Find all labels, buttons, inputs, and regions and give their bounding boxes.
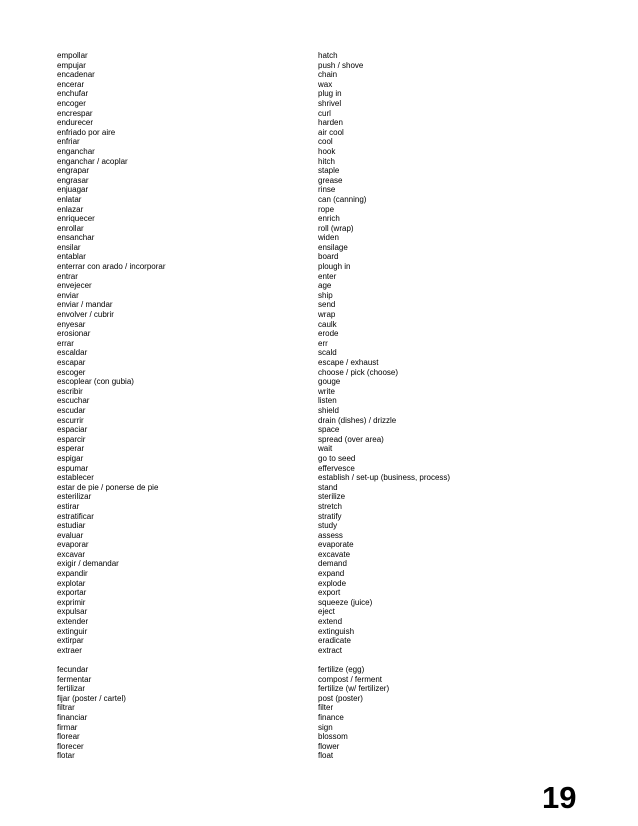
english-word: enrich (318, 214, 340, 224)
english-word: eradicate (318, 636, 351, 646)
english-word: wax (318, 79, 333, 89)
spanish-word: empollar (57, 51, 88, 60)
spanish-word: exprimir (57, 597, 86, 607)
spanish-word: estar de pie / ponerse de pie (57, 482, 159, 492)
spanish-word: fecundar (57, 665, 89, 674)
spanish-word: escoger (57, 367, 86, 377)
spanish-word: enriquecer (57, 214, 95, 224)
english-word: hitch (318, 156, 335, 166)
english-word: enter (318, 271, 337, 281)
english-word: filter (318, 703, 334, 713)
section-gap (57, 655, 166, 665)
english-word: roll (wrap) (318, 223, 354, 233)
english-word: flower (318, 741, 340, 751)
page-number: 19 (542, 780, 577, 815)
spanish-word: enlazar (57, 204, 84, 214)
spanish-word: endurecer (57, 118, 94, 128)
english-word: fertilize (w/ fertilizer) (318, 684, 390, 694)
spanish-word: enterrar con arado / incorporar (57, 262, 166, 272)
english-word: erode (318, 329, 339, 339)
spanish-word: extinguir (57, 626, 88, 636)
spanish-word: expulsar (57, 607, 88, 617)
english-word: compost / ferment (318, 674, 383, 684)
english-word: demand (318, 559, 347, 569)
english-word: plug in (318, 89, 342, 99)
english-word: caulk (318, 319, 337, 329)
spanish-word: estirar (57, 501, 80, 511)
spanish-word: evaluar (57, 530, 84, 540)
english-word: shrivel (318, 98, 342, 108)
english-word: go to seed (318, 453, 356, 463)
english-word: post (poster) (318, 693, 363, 703)
spanish-word: encrespar (57, 108, 93, 118)
english-word: wait (318, 444, 333, 454)
english-word: sign (318, 722, 333, 732)
english-word: err (318, 338, 328, 348)
spanish-word: enchufar (57, 89, 89, 99)
spanish-word: escoplear (con gubia) (57, 377, 134, 387)
spanish-word: enfriado por aire (57, 127, 116, 137)
spanish-word: encoger (57, 98, 86, 108)
spanish-word: enganchar / acoplar (57, 156, 128, 166)
spanish-word: enyesar (57, 319, 86, 329)
spanish-word: enviar (57, 290, 79, 300)
english-word: extinguish (318, 626, 355, 636)
spanish-word: estudiar (57, 521, 86, 531)
spanish-word: ensanchar (57, 233, 95, 243)
spanish-word: esterilizar (57, 492, 92, 502)
spanish-word: enviar / mandar (57, 300, 113, 310)
spanish-word: enlatar (57, 194, 82, 204)
english-word: escape / exhaust (318, 358, 379, 367)
english-word: wrap (318, 310, 336, 320)
spanish-word: exportar (57, 588, 87, 598)
spanish-word: encadenar (57, 70, 95, 80)
spanish-word: exigir / demandar (57, 559, 119, 569)
spanish-word: ensilar (57, 242, 81, 252)
spanish-word: filtrar (57, 703, 75, 713)
english-word: shield (318, 405, 339, 415)
english-word: excavate (318, 549, 351, 559)
spanish-word: envolver / cubrir (57, 310, 114, 320)
english-word: blossom (318, 732, 348, 742)
english-word: choose / pick (choose) (318, 367, 399, 377)
english-word: fertilize (egg) (318, 665, 365, 674)
english-word: expand (318, 569, 345, 579)
spanish-word: encerar (57, 79, 85, 89)
english-word: extract (318, 645, 343, 655)
english-word: rinse (318, 185, 336, 195)
spanish-word: expandir (57, 569, 88, 579)
english-word: ensilage (318, 242, 348, 252)
spanish-word: enjuagar (57, 185, 89, 195)
spanish-word: esperar (57, 444, 85, 454)
spanish-word-list (57, 51, 166, 761)
english-word: push / shove (318, 60, 364, 70)
spanish-word: erosionar (57, 329, 91, 339)
spanish-word: establecer (57, 473, 94, 483)
english-word: board (318, 252, 339, 262)
spanish-word: enganchar (57, 146, 95, 156)
spanish-word: espigar (57, 453, 84, 463)
english-word: effervesce (318, 463, 355, 473)
english-word: establish / set-up (business, process) (318, 473, 451, 483)
english-word: hatch (318, 51, 338, 60)
english-word: can (canning) (318, 194, 367, 204)
spanish-word: florecer (57, 741, 84, 751)
english-word: hook (318, 146, 336, 156)
english-word: age (318, 281, 332, 291)
spanish-word: enrollar (57, 223, 84, 233)
spanish-word: financiar (57, 712, 88, 722)
english-word: curl (318, 108, 331, 118)
spanish-word: extender (57, 617, 89, 627)
english-word: plough in (318, 262, 351, 272)
spanish-word: excavar (57, 549, 86, 559)
english-word: stand (318, 482, 338, 492)
spanish-word: entablar (57, 252, 86, 262)
spanish-word: espaciar (57, 425, 88, 435)
english-word: cool (318, 137, 333, 147)
english-word: export (318, 588, 341, 598)
spanish-word: escudar (57, 405, 86, 415)
english-word: widen (318, 233, 339, 243)
english-word: assess (318, 530, 343, 540)
spanish-word: fijar (poster / cartel) (57, 693, 126, 703)
english-word: ship (318, 290, 333, 300)
english-word: write (318, 386, 335, 396)
english-word: air cool (318, 127, 344, 137)
english-word: explode (318, 578, 347, 588)
english-word: staple (318, 166, 340, 176)
spanish-word: engrapar (57, 166, 90, 176)
english-word: spread (over area) (318, 434, 384, 444)
english-word: harden (318, 118, 343, 128)
english-word: drain (dishes) / drizzle (318, 415, 397, 425)
spanish-word: estratificar (57, 511, 94, 521)
english-word: eject (318, 607, 335, 617)
english-word: scald (318, 348, 337, 358)
spanish-word: escaldar (57, 348, 88, 358)
spanish-word: errar (57, 338, 74, 348)
spanish-word: escapar (57, 358, 86, 367)
spanish-word: explotar (57, 578, 86, 588)
spanish-word: extraer (57, 645, 82, 655)
spanish-word: flotar (57, 751, 75, 761)
english-word: float (318, 751, 334, 761)
english-word: finance (318, 712, 344, 722)
english-word: rope (318, 204, 335, 214)
spanish-word: empujar (57, 60, 86, 70)
spanish-word: escribir (57, 386, 83, 396)
english-word: grease (318, 175, 343, 185)
spanish-word: escuchar (57, 396, 90, 406)
english-word: listen (318, 396, 337, 406)
english-word: extend (318, 617, 343, 627)
spanish-word: fermentar (57, 674, 92, 684)
spanish-word: florear (57, 732, 80, 742)
english-word: evaporate (318, 540, 354, 550)
english-word: stratify (318, 511, 342, 521)
english-word: space (318, 425, 340, 435)
english-word: sterilize (318, 492, 346, 502)
english-word: stretch (318, 501, 343, 511)
spanish-word: esparcir (57, 434, 86, 444)
english-translation-list (318, 51, 450, 761)
spanish-word: engrasar (57, 175, 89, 185)
spanish-word: extirpar (57, 636, 84, 646)
spanish-word: firmar (57, 722, 78, 732)
english-word: gouge (318, 377, 341, 387)
english-word: chain (318, 70, 338, 80)
spanish-word: entrar (57, 271, 78, 281)
spanish-word: evaporar (57, 540, 89, 550)
spanish-word: envejecer (57, 281, 92, 291)
section-gap (318, 655, 450, 665)
spanish-word: fertilizar (57, 684, 86, 694)
english-word: send (318, 300, 336, 310)
english-word: study (318, 521, 338, 531)
english-word: squeeze (juice) (318, 597, 373, 607)
spanish-word: escurrir (57, 415, 84, 425)
spanish-word: enfriar (57, 137, 80, 147)
spanish-word: espumar (57, 463, 89, 473)
